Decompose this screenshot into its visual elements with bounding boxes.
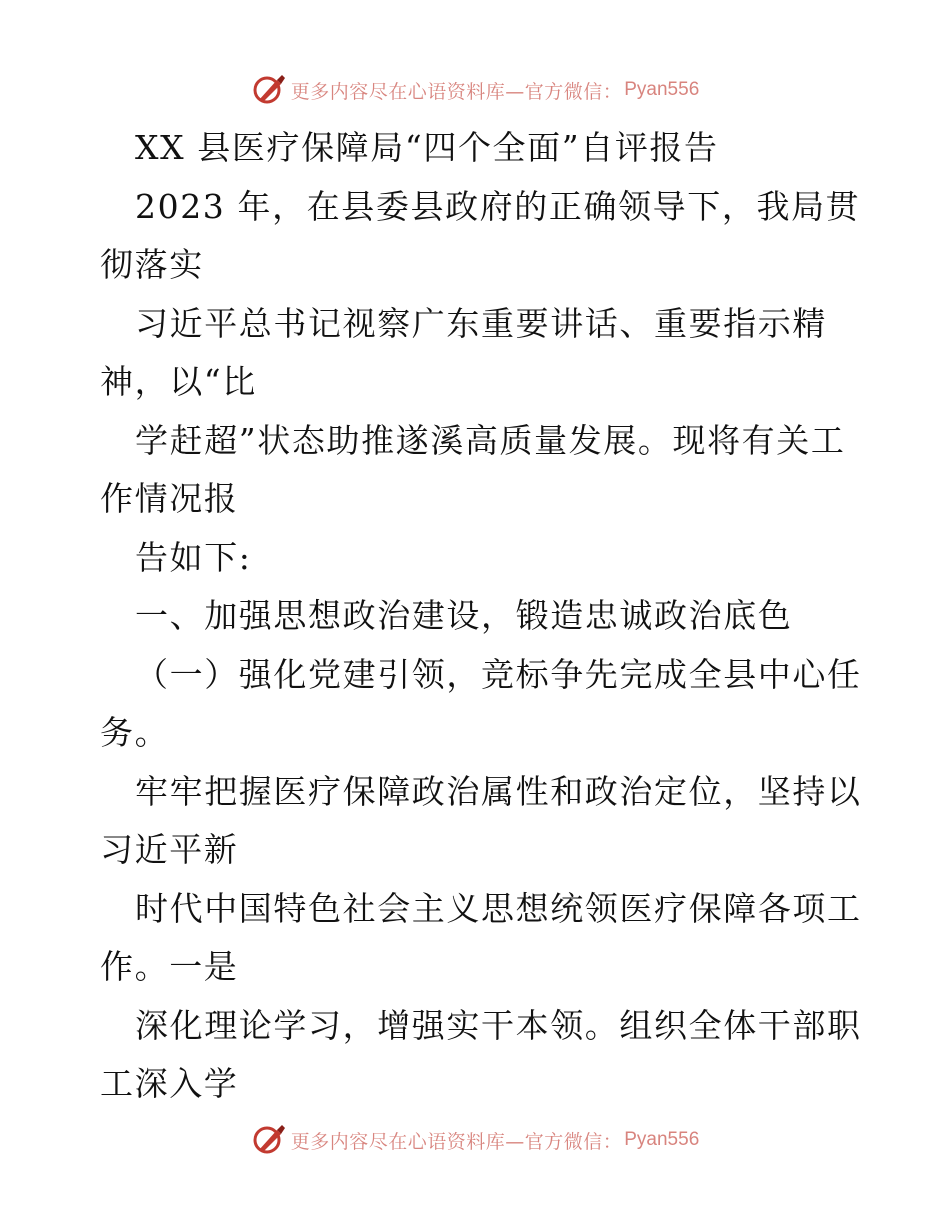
paragraph-line: 作。一是 [100,947,239,986]
paragraph-line: 牢牢把握医疗保障政治属性和政治定位，坚持以 [135,772,862,811]
section-heading: 一、加强思想政治建设，锻造忠诚政治底色 [135,596,793,635]
header-watermark [0,70,950,110]
paragraph-line: 2023 年，在县委县政府的正确领导下，我局贯 [135,187,861,226]
paragraph-line: 工深入学 [100,1064,239,1103]
watermark-wechat-id: Pyan556 [624,1129,700,1150]
paragraph-line: 务。 [100,713,170,752]
document-title: XX 县医疗保障局“四个全面”自评报告 [135,128,719,167]
watermark-text: 更多内容尽在心语资料库—官方微信： [290,80,623,103]
paragraph-line: 习近平新 [100,830,239,869]
watermark-text: 更多内容尽在心语资料库—官方微信： [290,1130,623,1153]
paragraph-line: 作情况报 [100,479,239,518]
paragraph-line: 深化理论学习，增强实干本领。组织全体干部职 [135,1006,862,1045]
paragraph-line: 学赶超”状态助推遂溪高质量发展。现将有关工 [135,421,846,460]
paragraph-line: 习近平总书记视察广东重要讲话、重要指示精 [135,304,827,343]
pen-logo-icon [251,72,287,108]
paragraph-line: 告如下: [135,538,252,577]
paragraph-line: 神，以“比 [100,362,257,401]
subsection-heading: （一）强化党建引领，竞标争先完成全县中心任 [135,655,862,694]
paragraph-line: 彻落实 [100,245,204,284]
footer-watermark [0,1120,950,1160]
pen-logo-icon [251,1122,287,1158]
watermark-wechat-id: Pyan556 [624,79,700,100]
paragraph-line: 时代中国特色社会主义思想统领医疗保障各项工 [135,889,862,928]
